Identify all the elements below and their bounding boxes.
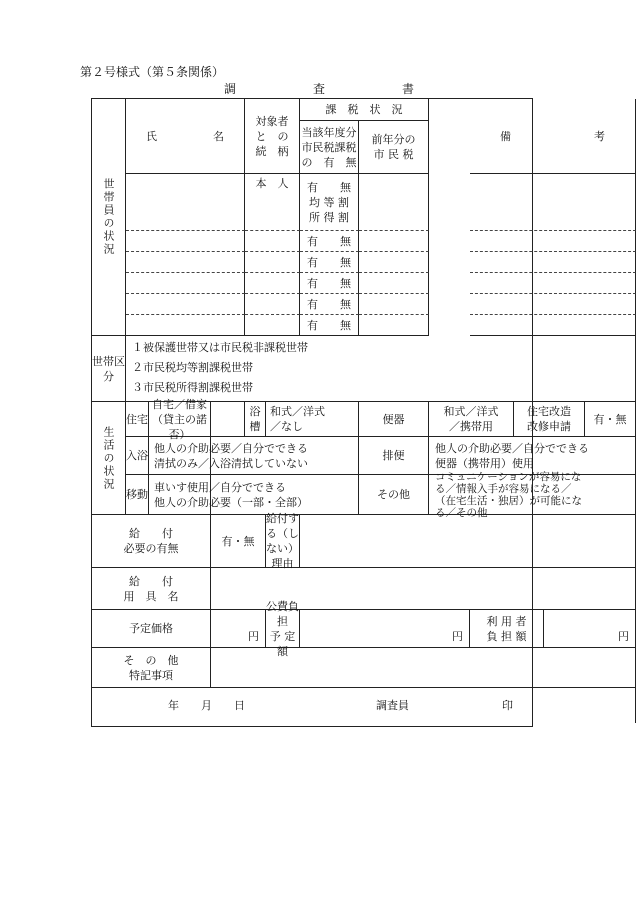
current-tax-cell[interactable]: 有 無 [300, 231, 359, 252]
supply-need-label: 給 付 必要の有無 [92, 515, 211, 568]
date-field[interactable]: 年 月 日 [168, 699, 245, 712]
class-option-3[interactable]: ３市民税所得割課税世帯 [132, 381, 253, 394]
toilet-label: 便器 [359, 402, 429, 437]
current-tax-header: 当該年度分 市民税課税 の 有 無 [300, 121, 359, 174]
title-char: 書 [401, 82, 414, 96]
planned-price-field[interactable]: 円 [211, 610, 266, 648]
investigator-label: 調査員 [376, 699, 409, 712]
living-section-label: 生活の状況 [92, 402, 126, 515]
name-column-header: 氏 名 [126, 99, 245, 174]
bathing-label: 入浴 [126, 437, 149, 474]
user-burden-field[interactable]: 円 [544, 610, 636, 648]
household-class-options[interactable] [126, 336, 636, 402]
relation-cell[interactable] [245, 273, 300, 294]
mobility-options[interactable]: 車いす使用／自分でできる 他人の介助必要（一部・全部） [148, 475, 359, 515]
housing-options-cont [211, 402, 245, 437]
survey-form-table [91, 98, 629, 727]
renovation-label: 住宅改造 改修申請 [514, 402, 585, 437]
planned-price-label: 予定価格 [92, 610, 211, 648]
bathtub-label: 浴槽 [245, 402, 266, 437]
toilet-options[interactable]: 和式／洋式 ／携帯用 [429, 402, 514, 437]
previous-tax-cell[interactable] [359, 252, 429, 273]
name-cell[interactable] [126, 315, 245, 336]
name-cell[interactable] [126, 174, 245, 231]
current-tax-cell[interactable]: 有 無 [300, 273, 359, 294]
form-number: 第２号様式（第５条関係） [80, 65, 225, 79]
housing-options[interactable]: 自宅／借家 （貸主の諾否） [152, 397, 207, 441]
other-notes-label: そ の 他 特記事項 [92, 648, 211, 688]
current-tax-cell[interactable]: 有 無 均 等 割 所 得 割 [300, 174, 359, 231]
remarks-cell[interactable] [470, 252, 636, 273]
remarks-cell[interactable] [470, 174, 636, 231]
name-cell[interactable] [126, 252, 245, 273]
document-title [224, 80, 414, 97]
previous-tax-header: 前年分の 市 民 税 [359, 121, 429, 174]
title-char: 調 [224, 82, 237, 96]
excretion-label: 排便 [359, 437, 429, 475]
public-burden-field[interactable]: 円 [300, 610, 470, 648]
housing-label: 住宅 [126, 402, 149, 436]
remarks-cell[interactable] [470, 273, 636, 294]
class-option-1[interactable]: １被保護世帯又は市民税非課税世帯 [132, 341, 308, 354]
relation-cell[interactable] [245, 252, 300, 273]
remarks-cell[interactable] [470, 315, 636, 336]
supply-need-value[interactable]: 有・無 [211, 515, 266, 568]
household-section-label: 世帯員の状況 [92, 99, 126, 336]
title-char: 査 [312, 82, 325, 96]
other-notes-field[interactable] [211, 648, 636, 688]
mobility-label: 移動 [126, 475, 149, 514]
renovation-value[interactable]: 有・無 [585, 402, 636, 437]
remarks-cell[interactable] [470, 294, 636, 315]
current-tax-cell[interactable]: 有 無 [300, 315, 359, 336]
previous-tax-cell[interactable] [359, 273, 429, 294]
bathtub-options[interactable]: 和式／洋式 ／なし [266, 402, 359, 437]
previous-tax-cell[interactable] [359, 315, 429, 336]
relation-cell[interactable] [245, 294, 300, 315]
public-burden-label: 公費負担 予 定 額 [266, 599, 299, 658]
other-label: その他 [359, 475, 429, 515]
relation-cell: 本 人 [245, 174, 300, 231]
supply-items-label: 給 付 用 具 名 [92, 568, 211, 610]
household-class-label: 世帯区分 [92, 336, 126, 402]
name-cell[interactable] [126, 231, 245, 252]
seal-mark: 印 [502, 699, 513, 712]
current-tax-cell[interactable]: 有 無 [300, 252, 359, 273]
current-tax-cell[interactable]: 有 無 [300, 294, 359, 315]
relation-column-header: 対象者 と の 続 柄 [245, 99, 300, 174]
excretion-options[interactable]: 他人の介助必要／自分でできる 便器（携帯用）使用 [429, 437, 636, 475]
previous-tax-cell[interactable] [359, 294, 429, 315]
signature-row [92, 688, 636, 723]
class-option-2[interactable]: ２市民税均等割課税世帯 [132, 361, 253, 374]
other-options[interactable]: コミュニケーションが容易にな る／情報入手が容易になる／ （在宅生活・独居）が可能にな る／その他 [429, 475, 636, 515]
name-cell[interactable] [126, 273, 245, 294]
relation-cell[interactable] [245, 231, 300, 252]
name-cell[interactable] [126, 294, 245, 315]
relation-cell[interactable] [245, 315, 300, 336]
bathing-options[interactable]: 他人の介助必要／自分でできる 清拭のみ／入浴清拭していない [148, 437, 359, 475]
previous-tax-cell[interactable] [359, 231, 429, 252]
tax-status-header: 課 税 状 況 [300, 99, 429, 121]
remarks-cell[interactable] [470, 231, 636, 252]
supply-reason-field[interactable] [300, 515, 636, 568]
user-burden-label: 利 用 者 負 担 額 [470, 610, 544, 648]
supply-reason-label: 給付する（し ない）理由 [266, 512, 299, 570]
housing-row [126, 397, 211, 441]
remarks-column-header: 備 考 [470, 99, 636, 174]
previous-tax-cell[interactable] [359, 174, 429, 231]
